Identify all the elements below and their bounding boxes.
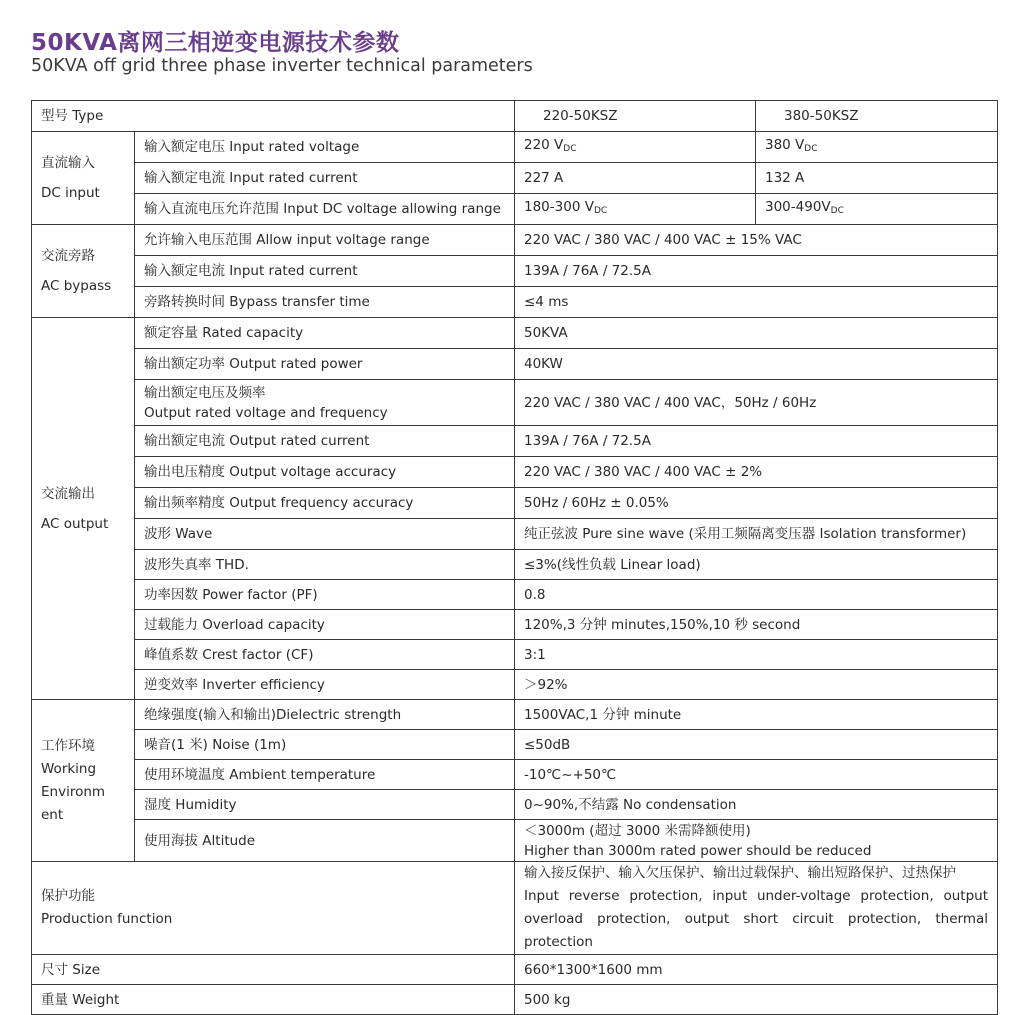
table-row [32,426,998,457]
table-row [32,287,998,318]
row-label: 功率因数 Power factor (PF) [135,580,515,610]
spec-table [31,100,998,1015]
value-a: 220 $V_{DC}$ [515,132,756,163]
row-label: 额定容量 Rated capacity [135,318,515,349]
row-label: 输出额定电流 Output rated current [135,426,515,457]
page-subtitle: 50KVA off grid three phase inverter technical parameters [31,56,533,76]
protection-value: 输入接反保护、输入欠压保护、输出过载保护、输出短路保护、过热保护 Input reverse protection, input under-voltage protection, output overload protection, output short circuit protection, thermal protection [515,862,998,955]
row-value: ≤4 ms [515,287,998,318]
row-value: ＜3000m (超过 3000 米需降额使用) Higher than 3000m rated power should be reduced [515,820,998,862]
row-value: 139A / 76A / 72.5A [515,256,998,287]
model-b: 380-50KSZ [756,101,998,132]
value-b: 132 A [756,163,998,194]
row-value: 1500VAC,1 分钟 minute [515,700,998,730]
row-label: 峰值系数 Crest factor (CF) [135,640,515,670]
row-label: 输入额定电流 Input rated current [135,163,515,194]
row-label: 输入直流电压允许范围 Input DC voltage allowing range [135,194,515,225]
row-label: 湿度 Humidity [135,790,515,820]
table-row [32,132,998,163]
weight-value: 500 kg [515,985,998,1015]
table-row [32,862,998,955]
row-label: 输出电压精度 Output voltage accuracy [135,457,515,488]
row-value: ≤3%(线性负载 Linear load) [515,550,998,580]
table-row [32,163,998,194]
table-row [32,380,998,426]
row-value: 0.8 [515,580,998,610]
row-label: 输出频率精度 Output frequency accuracy [135,488,515,519]
table-row [32,610,998,640]
page-title: 50KVA离网三相逆变电源技术参数 [31,30,400,56]
bypass-group-label: 交流旁路 AC bypass [32,225,135,318]
row-label: 逆变效率 Inverter efficiency [135,670,515,700]
table-row [32,349,998,380]
dc-group-label: 直流输入 DC input [32,132,135,225]
table-row [32,580,998,610]
row-value: 120%,3 分钟 minutes,150%,10 秒 second [515,610,998,640]
output-group-label: 交流输出 AC output [32,318,135,700]
row-label: 噪音(1 米) Noise (1m) [135,730,515,760]
value-b: $300-490V_{DC}$ [756,194,998,225]
size-label: 尺寸 Size [32,955,515,985]
type-label: 型号 Type [32,101,515,132]
table-row [32,760,998,790]
row-value: 220 VAC / 380 VAC / 400 VAC，50Hz / 60Hz [515,380,998,426]
row-value: 220 VAC / 380 VAC / 400 VAC ± 2% [515,457,998,488]
row-label: 过载能力 Overload capacity [135,610,515,640]
row-label: 旁路转换时间 Bypass transfer time [135,287,515,318]
env-group-label: 工作环境 Working Environm ent [32,700,135,862]
table-row [32,519,998,550]
row-value: 220 VAC / 380 VAC / 400 VAC ± 15% VAC [515,225,998,256]
row-value: 3:1 [515,640,998,670]
protection-label: 保护功能 Production function [32,862,515,955]
row-label: 输入额定电压 Input rated voltage [135,132,515,163]
weight-label: 重量 Weight [32,985,515,1015]
table-row [32,194,998,225]
table-header-row [32,101,998,132]
table-row [32,256,998,287]
row-label: 使用环境温度 Ambient temperature [135,760,515,790]
row-label: 使用海拔 Altitude [135,820,515,862]
row-value: 139A / 76A / 72.5A [515,426,998,457]
table-row [32,550,998,580]
value-b: 380 $V_{DC}$ [756,132,998,163]
row-label: 输出额定电压及频率 Output rated voltage and frequency [135,380,515,426]
table-row [32,955,998,985]
value-a: 227 A [515,163,756,194]
row-value: -10℃~+50℃ [515,760,998,790]
table-row [32,700,998,730]
table-row [32,790,998,820]
row-label: 输出额定功率 Output rated power [135,349,515,380]
row-value: 40KW [515,349,998,380]
row-value: 纯正弦波 Pure sine wave (采用工频隔离变压器 Isolation transformer) [515,519,998,550]
row-value: 0~90%,不结露 No condensation [515,790,998,820]
row-label: 允许输入电压范围 Allow input voltage range [135,225,515,256]
row-value: ＞92% [515,670,998,700]
table-row [32,820,998,862]
model-a: 220-50KSZ [515,101,756,132]
table-row [32,318,998,349]
row-label: 输入额定电流 Input rated current [135,256,515,287]
table-row [32,640,998,670]
value-a: 180-300 $V_{DC}$ [515,194,756,225]
table-row [32,730,998,760]
row-value: 50Hz / 60Hz ± 0.05% [515,488,998,519]
row-label: 波形 Wave [135,519,515,550]
table-row [32,488,998,519]
table-row [32,225,998,256]
table-row [32,457,998,488]
row-value: ≤50dB [515,730,998,760]
row-value: 50KVA [515,318,998,349]
size-value: 660*1300*1600 mm [515,955,998,985]
table-row [32,985,998,1015]
table-row [32,670,998,700]
row-label: 波形失真率 THD. [135,550,515,580]
row-label: 绝缘强度(输入和输出)Dielectric strength [135,700,515,730]
